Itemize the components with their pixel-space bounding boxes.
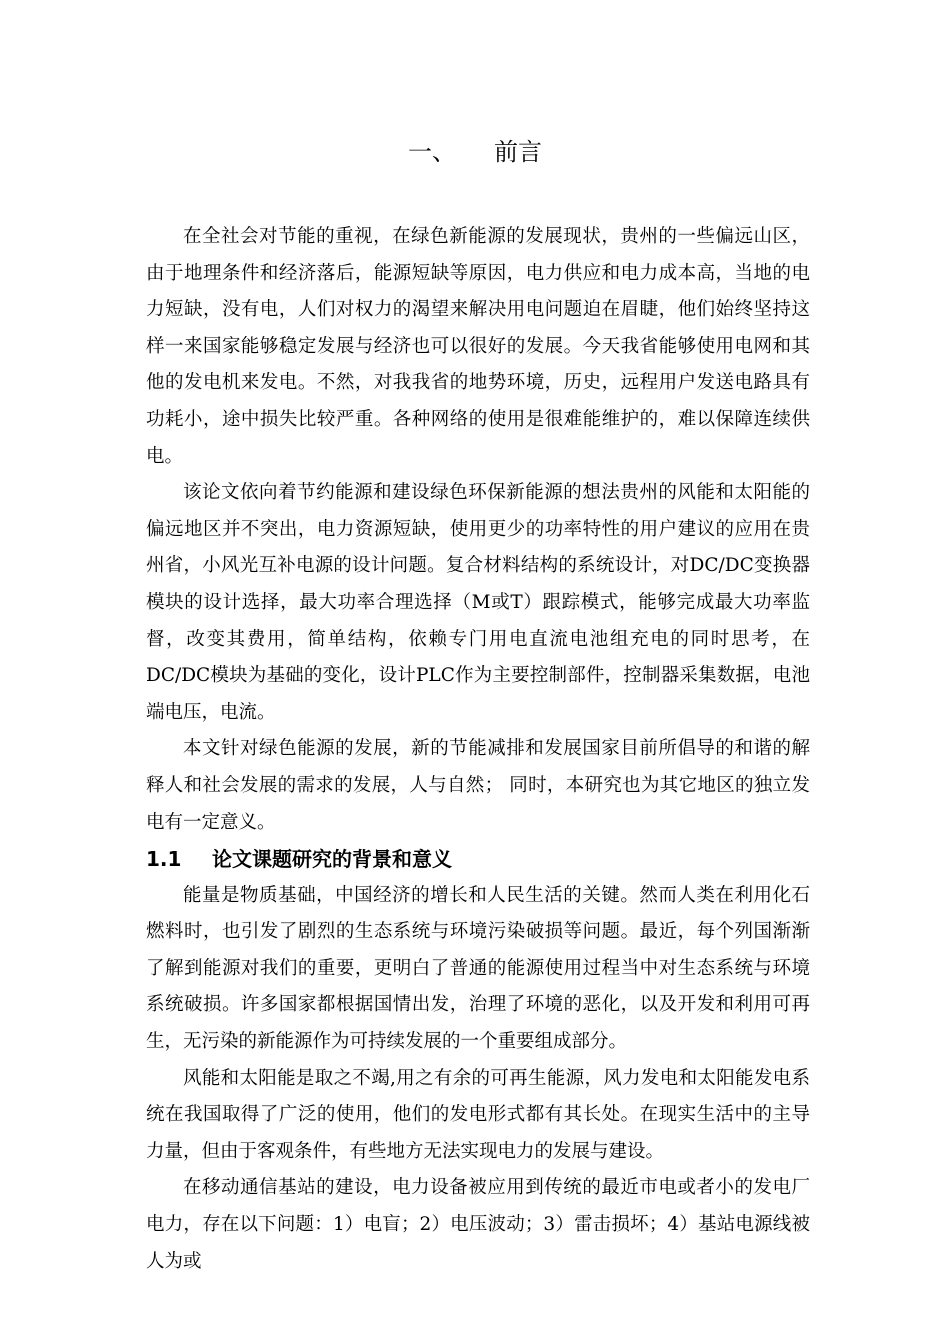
chapter-title-text: 前言 [494, 138, 542, 166]
section-paragraph-2: 风能和太阳能是取之不竭,用之有余的可再生能源，风力发电和太阳能发电系统在我国取得了广泛的使用，他们的发电形式都有其长处。在现实生活中的主导力量，但由于客观条件，有些地方无法实现电力的发展与建设。 [146, 1067, 810, 1162]
document-body [146, 219, 810, 1280]
chapter-title [0, 132, 950, 172]
chapter-number: 一、 [408, 138, 456, 166]
intro-paragraph-1: 在全社会对节能的重视，在绿色新能源的发展现状，贵州的一些偏远山区，由于地理条件和经济落后，能源短缺等原因，电力供应和电力成本高，当地的电力短缺，没有电，人们对权力的渴望来解决用电问题迫在眉睫，他们始终坚持这样一来国家能够稳定发展与经济也可以很好的发展。今天我省能够使用电网和其他的发电机来发电。不然，对我我省的地势环境，历史，远程用户发送电路具有功耗小，途中损失比较严重。各种网络的使用是很难能维护的，难以保障连续供电。 [146, 226, 810, 467]
section-paragraph-3: 在移动通信基站的建设，电力设备被应用到传统的最近市电或者小的发电厂电力，存在以下问题：1）电盲；2）电压波动；3）雷击损坏；4）基站电源线被人为或 [146, 1177, 810, 1272]
section-paragraph-1: 能量是物质基础，中国经济的增长和人民生活的关键。然而人类在利用化石燃料时，也引发了剧烈的生态系统与环境污染破损等问题。最近，每个列国渐渐了解到能源对我们的重要，更明白了普通的能源使用过程当中对生态系统与环境系统破损。许多国家都根据国情出发，治理了环境的恶化，以及开发和利用可再生，无污染的新能源作为可持续发展的一个重要组成部分。 [146, 884, 810, 1053]
section-number: 1.1 [146, 847, 182, 872]
section-heading-1-1 [146, 841, 810, 878]
intro-paragraph-2: 该论文依向着节约能源和建设绿色环保新能源的想法贵州的风能和太阳能的偏远地区并不突出，电力资源短缺，使用更少的功率特性的用户建议的应用在贵州省，小风光互补电源的设计问题。复合材料结构的系统设计，对DC/DC变换器模块的设计选择，最大功率合理选择（M或T）跟踪模式，能够完成最大功率监督，改变其费用，简单结构，依赖专门用电直流电池组充电的同时思考，在DC/DC模块为基础的变化，设计PLC作为主要控制部件，控制器采集数据，电池端电压，电流。 [146, 482, 810, 723]
section-title: 论文课题研究的背景和意义 [212, 847, 452, 872]
intro-paragraph-3: 本文针对绿色能源的发展，新的节能减排和发展国家目前所倡导的和谐的解释人和社会发展的需求的发展，人与自然； 同时，本研究也为其它地区的独立发电有一定意义。 [146, 738, 810, 833]
